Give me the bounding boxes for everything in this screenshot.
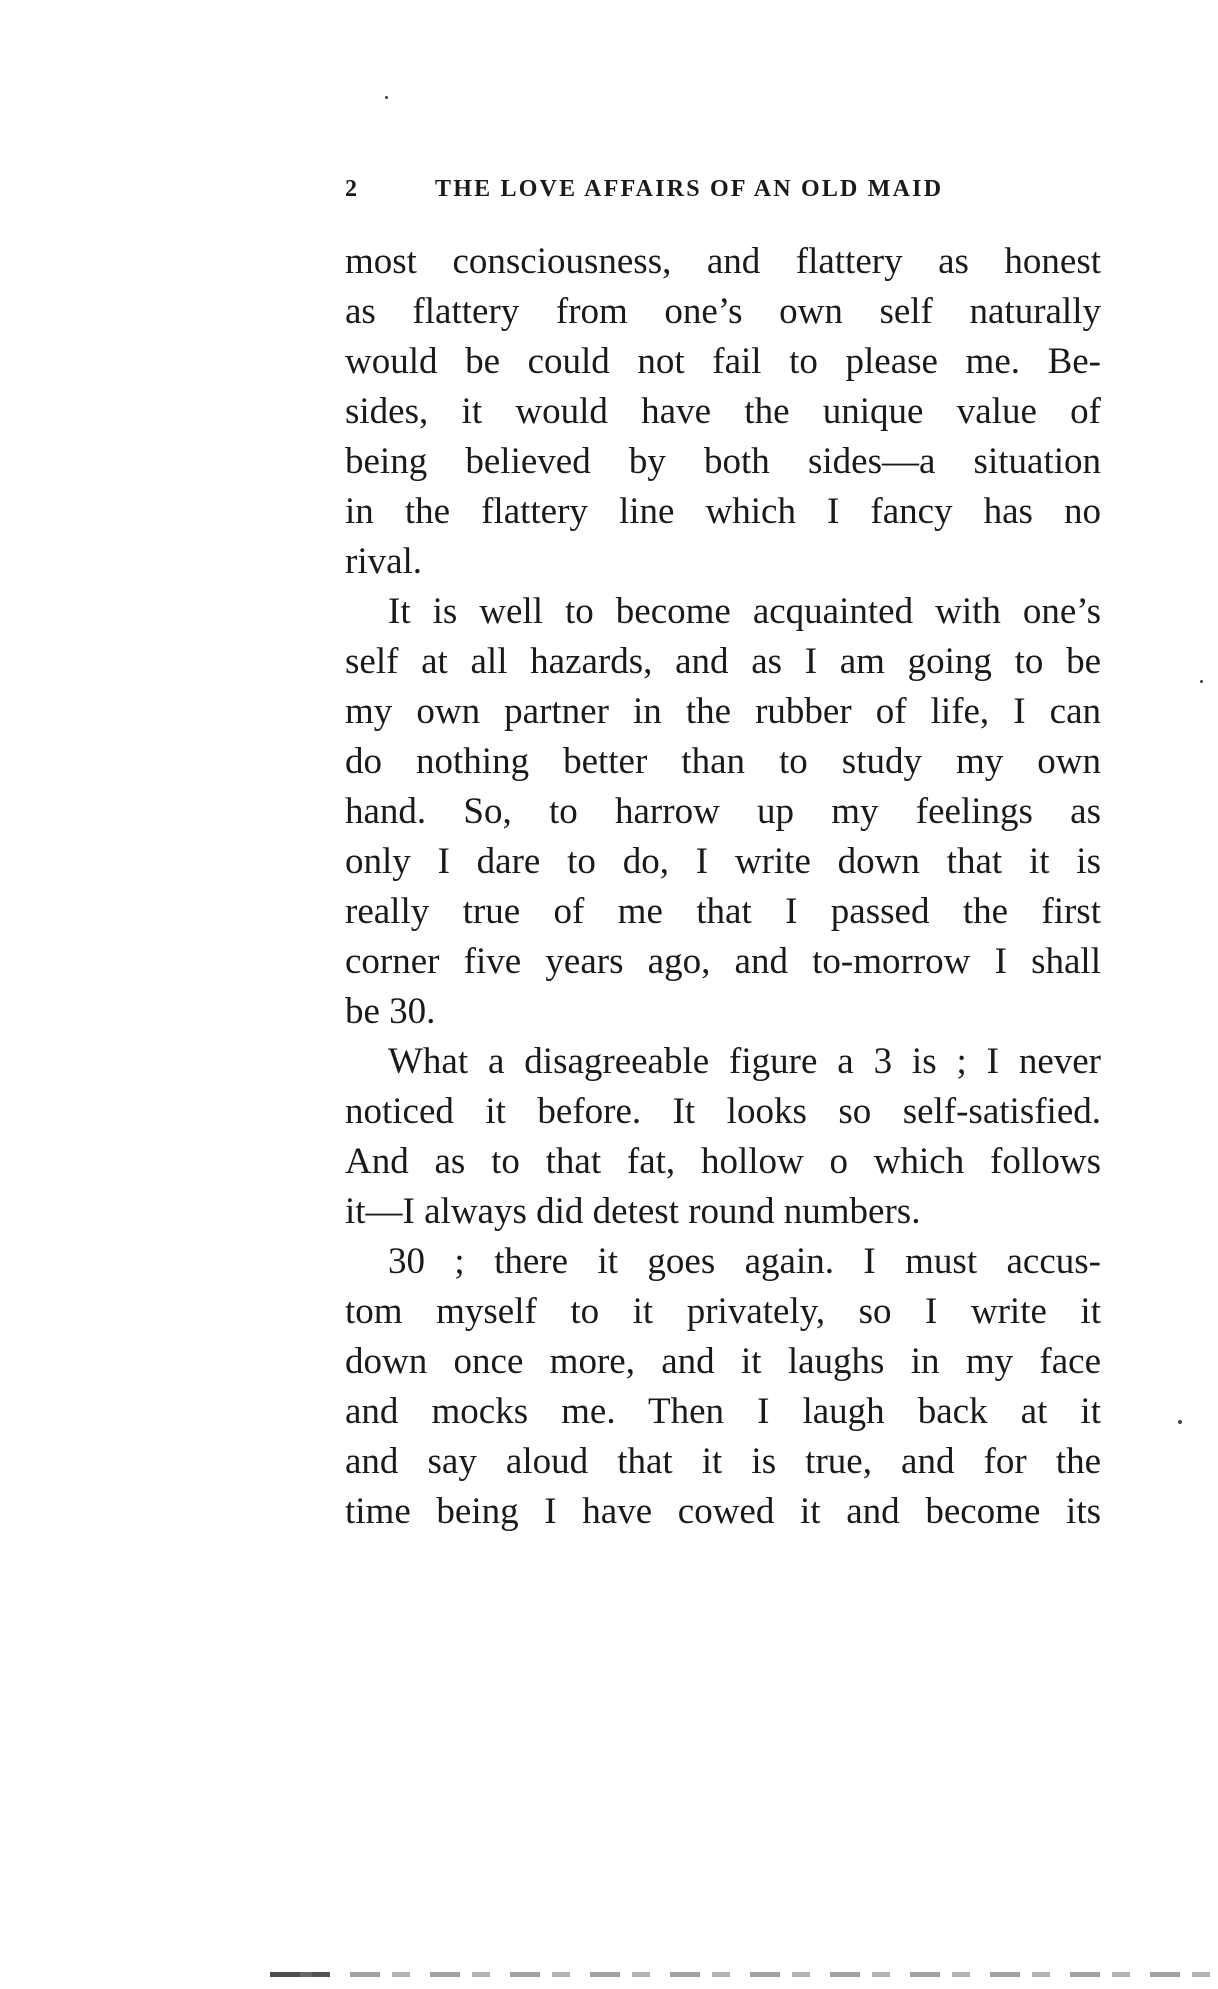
text-line: sides, it would have the unique value of [345,391,1101,432]
text-line: being believed by both sides—a situation [345,441,1101,482]
scan-artifact [270,1972,1210,1977]
scan-artifact [270,1972,330,1977]
text-line: rival. [345,541,423,582]
text-line: as flattery from one’s own self naturally [345,291,1101,332]
text-line: What a disagreeable figure a 3 is ; I never [388,1041,1101,1082]
text-line: and say aloud that it is true, and for the [345,1441,1101,1482]
text-line: corner five years ago, and to-morrow I shall [345,941,1101,982]
text-line: really true of me that I passed the first [345,891,1101,932]
text-line: It is well to become acquainted with one’s [388,591,1101,632]
text-line: and mocks me. Then I laugh back at it [345,1391,1101,1432]
text-line: self at all hazards, and as I am going to be [345,641,1101,682]
page-number: 2 [345,176,360,202]
text-line: my own partner in the rubber of life, I can [345,691,1101,732]
text-line: And as to that fat, hollow o which follows [345,1141,1101,1182]
text-line: tom myself to it privately, so I write it [345,1291,1101,1332]
text-line: would be could not fail to please me. Be- [345,341,1101,382]
text-line: it—I always did detest round numbers. [345,1191,921,1232]
text-line: time being I have cowed it and become its [345,1491,1101,1532]
text-line: noticed it before. It looks so self-satisfied. [345,1091,1101,1132]
body-text [345,237,1101,1537]
scan-speck [1178,1420,1182,1424]
text-line: most consciousness, and flattery as honest [345,241,1101,282]
book-title: THE LOVE AFFAIRS OF AN OLD MAID [435,176,944,202]
text-line: do nothing better than to study my own [345,741,1101,782]
text-line: down once more, and it laughs in my face [345,1341,1101,1382]
text-line: 30 ; there it goes again. I must accus- [388,1241,1101,1282]
text-line: be 30. [345,991,436,1032]
scan-speck [385,96,388,99]
scan-speck [1200,680,1203,683]
text-line: only I dare to do, I write down that it is [345,841,1101,882]
running-head [345,176,1105,216]
text-line: hand. So, to harrow up my feelings as [345,791,1101,832]
text-line: in the flattery line which I fancy has no [345,491,1101,532]
